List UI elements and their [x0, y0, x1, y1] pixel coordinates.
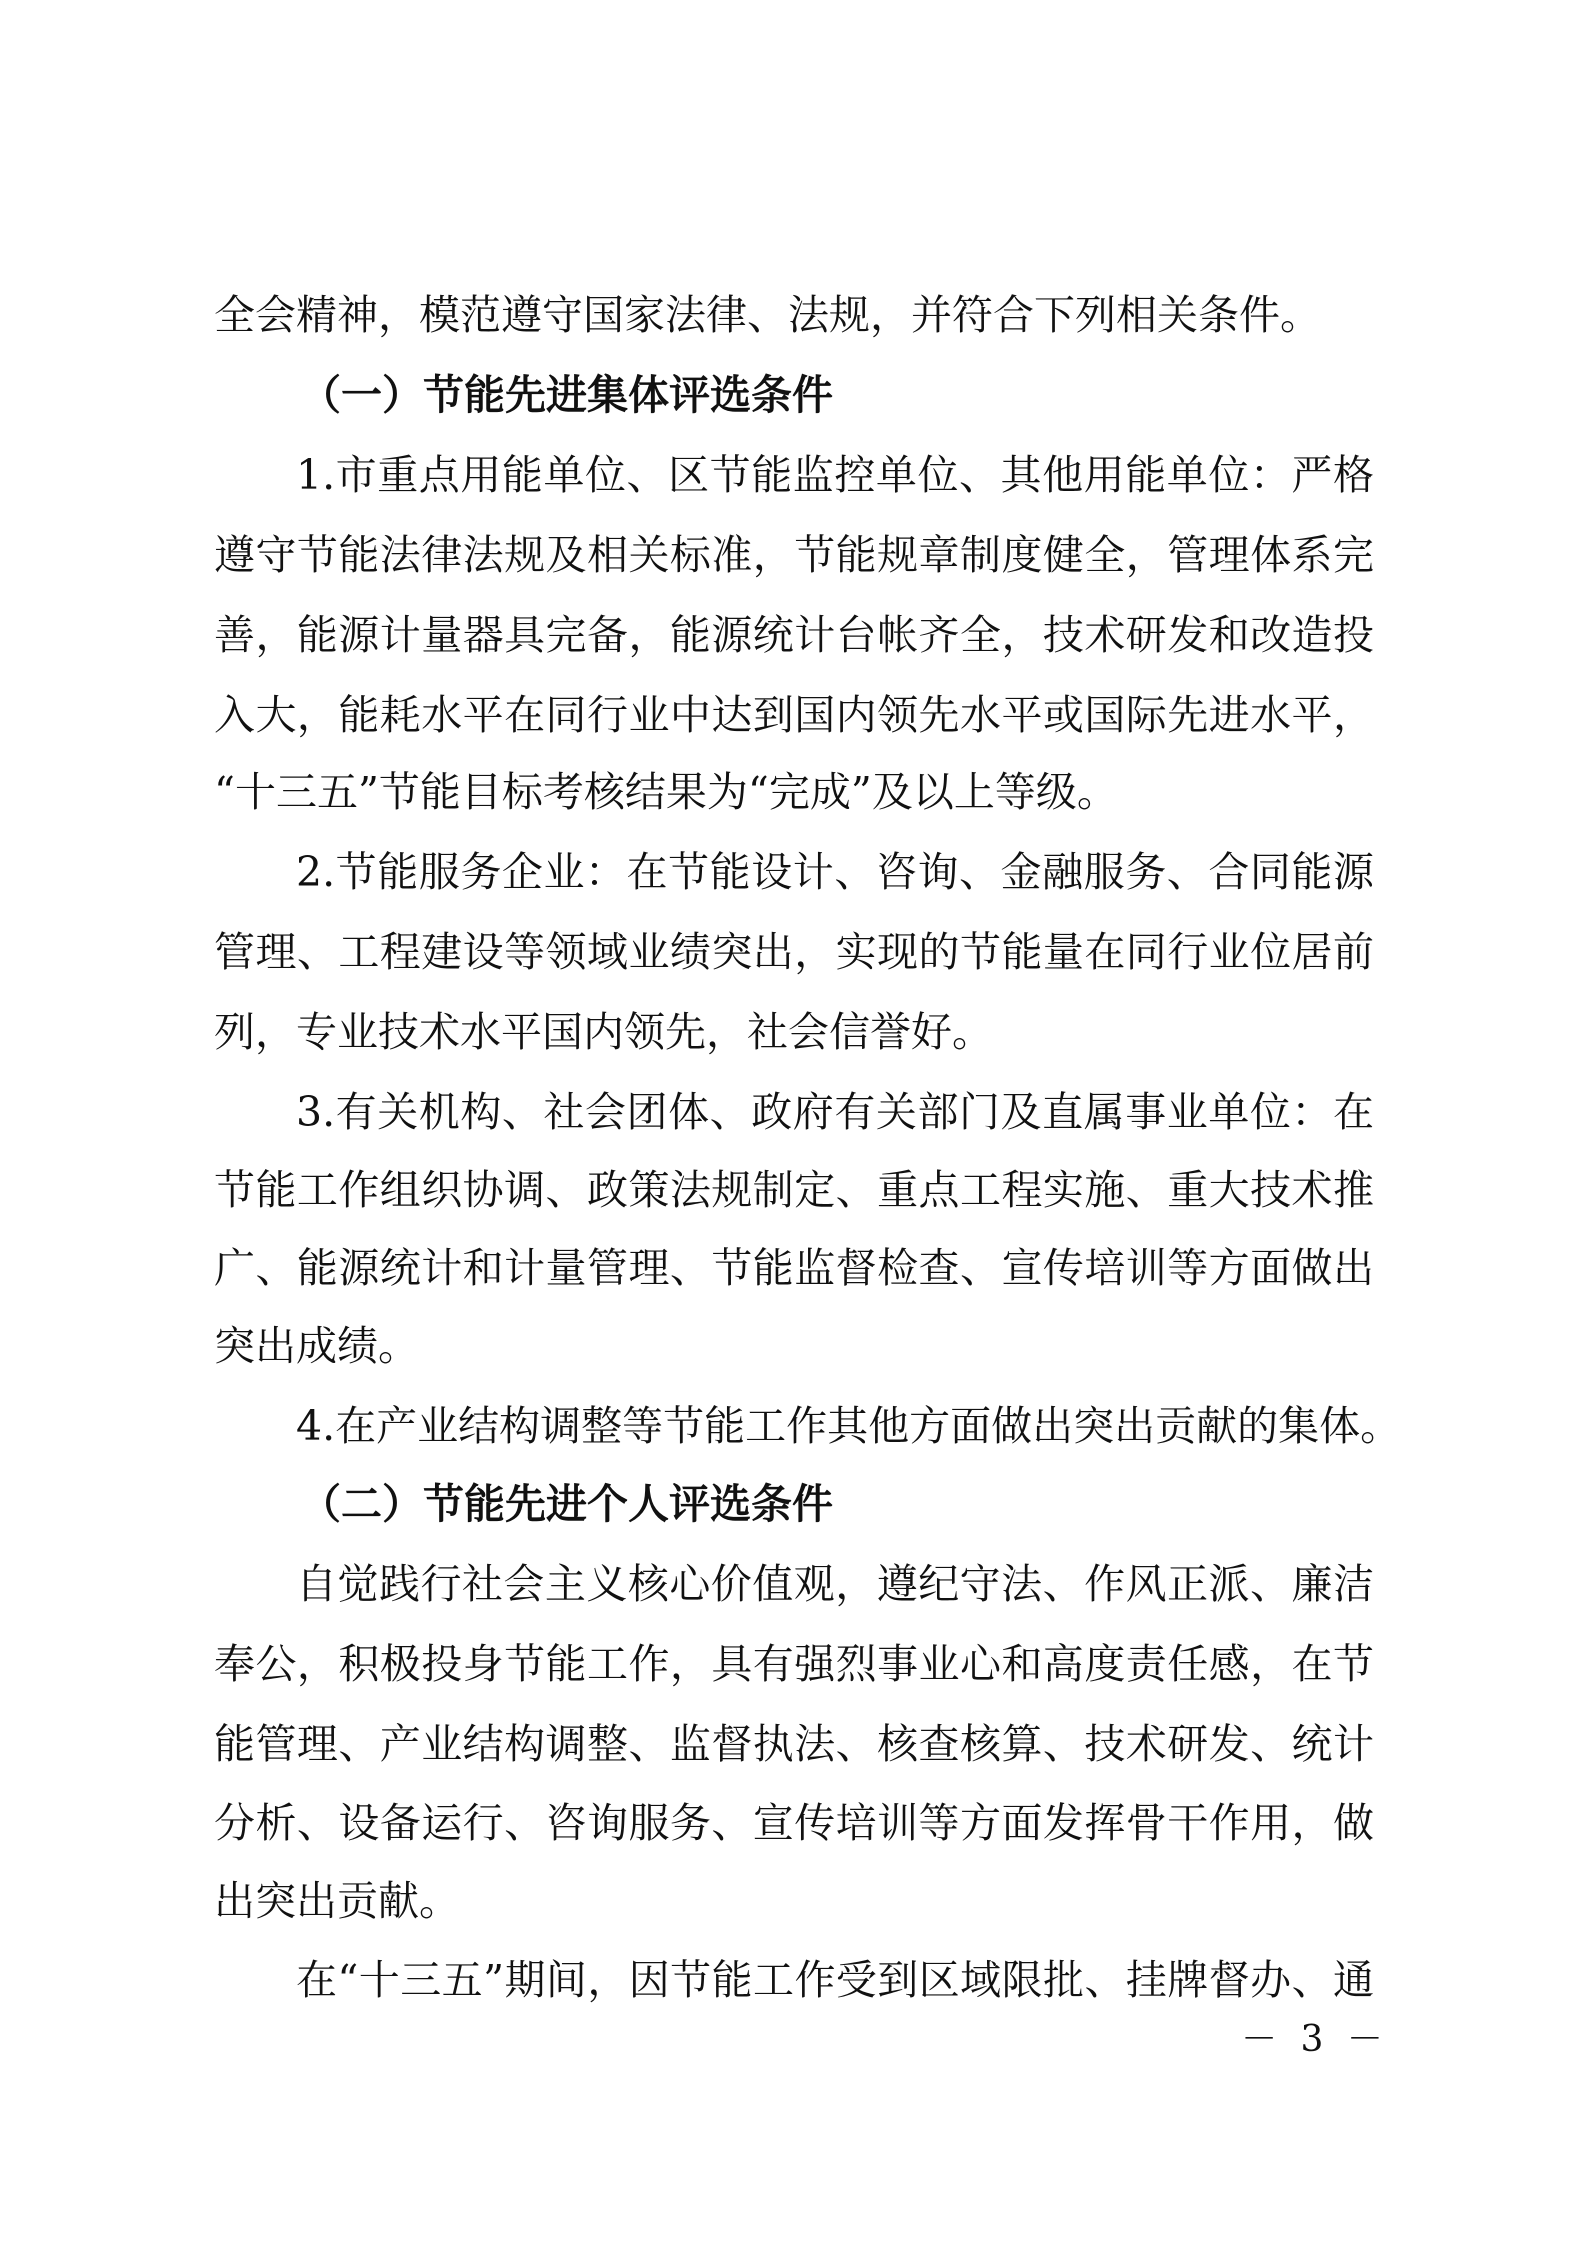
item4-text-line: 4.在产业结构调整等节能工作其他方面做出突出贡献的集体。 [296, 1402, 1402, 1450]
item3-text-line: 节能工作组织协调、政策法规制定、重点工程实施、重大技术推 [214, 1166, 1374, 1214]
item1-text-line: 善，能源计量器具完备，能源统计台帐齐全，技术研发和改造投 [214, 611, 1374, 659]
intro-text-line: 全会精神，模范遵守国家法律、法规，并符合下列相关条件。 [214, 291, 1321, 339]
item2-text-line: 管理、工程建设等领域业绩突出，实现的节能量在同行业位居前 [214, 928, 1374, 976]
item3-text-line: 广、能源统计和计量管理、节能监督检查、宣传培训等方面做出 [214, 1244, 1374, 1292]
item1-text-line: 入大，能耗水平在同行业中达到国内领先水平或国际先进水平， [214, 691, 1374, 739]
item2-text-line: 列，专业技术水平国内领先，社会信誉好。 [214, 1008, 993, 1056]
section1-heading: （一）节能先进集体评选条件 [300, 371, 833, 419]
section2-para1-line: 能管理、产业结构调整、监督执法、核查核算、技术研发、统计 [214, 1720, 1374, 1768]
section2-para1-line: 奉公，积极投身节能工作，具有强烈事业心和高度责任感，在节 [214, 1640, 1374, 1688]
section2-para1-line: 自觉践行社会主义核心价值观，遵纪守法、作风正派、廉洁 [296, 1560, 1374, 1608]
item2-text-line: 2.节能服务企业：在节能设计、咨询、金融服务、合同能源 [296, 848, 1374, 896]
item1-text-line: 1.市重点用能单位、区节能监控单位、其他用能单位：严格 [296, 451, 1374, 499]
item1-text-line: 遵守节能法律法规及相关标准，节能规章制度健全，管理体系完 [214, 531, 1374, 579]
page-number: － 3 － [1241, 2019, 1389, 2060]
item3-text-line: 3.有关机构、社会团体、政府有关部门及直属事业单位：在 [296, 1088, 1374, 1136]
section2-para1-line: 出突出贡献。 [214, 1877, 460, 1925]
item1-text-line: “十三五”节能目标考核结果为“完成”及以上等级。 [214, 768, 1118, 816]
section2-heading: （二）节能先进个人评选条件 [300, 1480, 833, 1528]
section2-para1-line: 分析、设备运行、咨询服务、宣传培训等方面发挥骨干作用，做 [214, 1799, 1374, 1847]
item3-text-line: 突出成绩。 [214, 1322, 419, 1370]
section2-para2-line: 在“十三五”期间，因节能工作受到区域限批、挂牌督办、通 [296, 1956, 1374, 2004]
